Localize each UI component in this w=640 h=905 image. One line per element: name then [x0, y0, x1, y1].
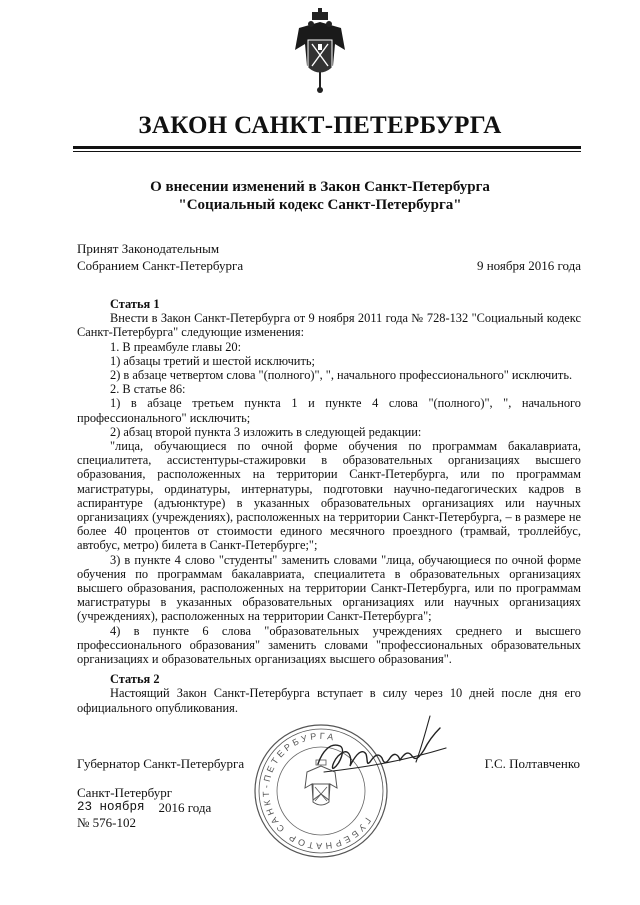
subject-line-2: "Социальный кодекс Санкт-Петербурга": [178, 197, 462, 213]
article-1-heading: Статья 1: [110, 297, 160, 311]
signing-year: 2016 года: [158, 800, 212, 815]
article-2-heading: Статья 2: [110, 672, 160, 687]
seal-ring-text: ГУБЕРНАТОР САНКТ-ПЕТЕРБУРГА: [260, 730, 373, 852]
article-1-paragraph: Внести в Закон Санкт-Петербурга от 9 ноября 2011 года № 728-132 "Социальный кодекс Санкт-Петербурга" следующие изменения:: [77, 311, 581, 340]
coat-of-arms-icon: [293, 8, 347, 94]
signing-place-block: [77, 785, 211, 830]
article-1-paragraph: "лица, обучающиеся по очной форме обучения по программам бакалавриата, специалитета, ассистентуры-стажировки в образовательных организациях высшего образования, расположенных на территории Санкт-Петербурга, или по программам магистратуры, ординатуры, интернатуры, подготовки научно-педагогических кадров в аспирантуре (адъюнктуре) в указанных образовательных организациях или научных организациях (учреждениях), расположенных на территории Санкт-Петербурга, – в размере не более 40 процентов от стоимости единого месячного проездного (трамвай, троллейбус, автобус, метро) билета в Санкт-Петербурге;";: [77, 439, 581, 553]
article-1-paragraph: 2. В статье 86:: [110, 382, 186, 397]
governor-signature-icon: [300, 712, 450, 792]
article-1-paragraph: 2) абзац второй пункта 3 изложить в следующей редакции:: [110, 424, 422, 439]
article-1-paragraph: 1) в абзаце третьем пункта 1 и пункте 4 слова "(полного)", ", начального профессионального" исключить;: [77, 396, 581, 425]
adoption-line-2: Собранием Санкт-Петербурга: [77, 258, 244, 273]
article-1-paragraph: 1. В преамбуле главы 20:: [110, 339, 242, 354]
title-rule-thick: [73, 146, 581, 149]
article-1-paragraph: 4) в пункте 6 слова "образовательных учреждениях среднего и высшего профессионального образования" заменить словами "профессиональных образовательных организациях и образовательных организациях высшего образования".: [77, 623, 581, 667]
signer-name: Г.С. Полтавченко: [484, 756, 580, 771]
adoption-body: [77, 240, 243, 274]
signer-position: Губернатор Санкт-Петербурга: [77, 756, 245, 771]
article-1-paragraph: 1) абзацы третий и шестой исключить;: [110, 353, 315, 368]
law-body: [77, 297, 581, 715]
article-1-paragraph: 2) в абзаце четвертом слова "(полного)", ", начального профессионального" исключить.: [110, 368, 573, 383]
article-2-paragraph: Настоящий Закон Санкт-Петербурга вступает в силу через 10 дней после дня его официального опубликования.: [77, 686, 581, 715]
subject-line-1: О внесении изменений в Закон Санкт-Петербурга: [150, 179, 490, 195]
article-1-paragraph: 3) в пункте 4 слово "студенты" заменить словами "лица, обучающиеся по очной форме обучения по программам бакалавриата, специалитета в образовательных организациях высшего образования, расположенных на территории Санкт-Петербурга, или по программам магистратуры в указанных образовательных организациях или научных организациях (учреждениях), расположенных на территории Санкт-Петербурга";: [77, 552, 581, 624]
law-number: № 576-102: [77, 815, 136, 830]
law-subject: [0, 178, 640, 214]
adoption-date: 9 ноября 2016 года: [476, 258, 581, 273]
law-title: ЗАКОН САНКТ-ПЕТЕРБУРГА: [138, 112, 502, 139]
signing-city: Санкт-Петербург: [77, 785, 173, 800]
adoption-line-1: Принят Законодательным: [77, 241, 220, 256]
signing-date: [77, 800, 211, 815]
signing-date-stamp: 23 ноября: [77, 800, 145, 814]
title-rule-thin: [73, 151, 581, 152]
